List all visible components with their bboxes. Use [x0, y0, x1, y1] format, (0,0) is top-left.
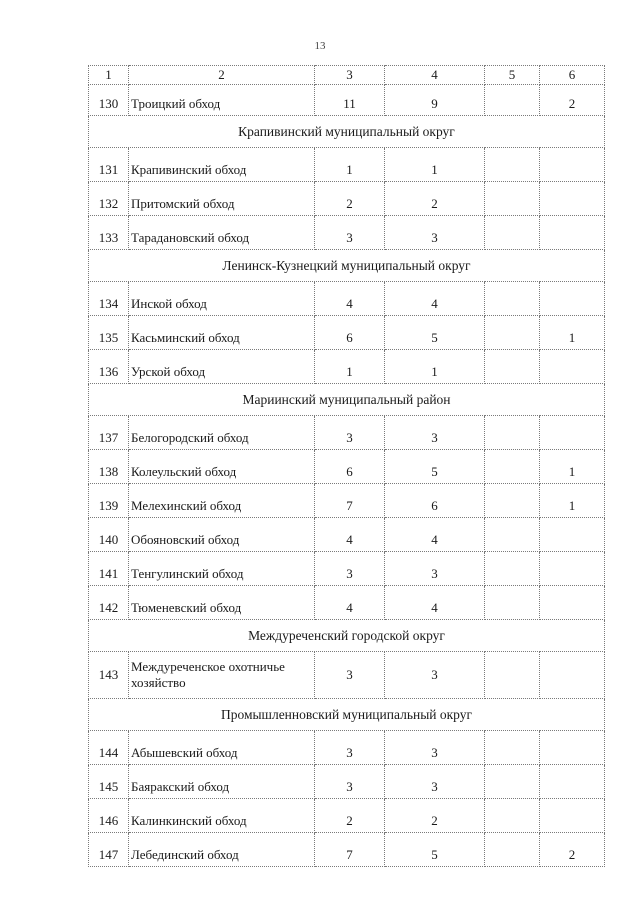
column-6-value [540, 182, 605, 216]
column-4-value: 5 [385, 833, 485, 867]
column-4-value: 5 [385, 450, 485, 484]
column-6-value [540, 586, 605, 620]
column-5-value [485, 316, 540, 350]
hunting-area-name: Абышевский обход [129, 731, 315, 765]
column-5-value [485, 350, 540, 384]
column-number: 1 [89, 66, 129, 85]
column-4-value: 3 [385, 652, 485, 699]
hunting-area-name: Обояновский обход [129, 518, 315, 552]
column-6-value [540, 731, 605, 765]
hunting-area-name: Баяракский обход [129, 765, 315, 799]
hunting-area-name: Притомский обход [129, 182, 315, 216]
table-row [89, 85, 605, 116]
row-number: 144 [89, 731, 129, 765]
row-number: 136 [89, 350, 129, 384]
column-4-value: 9 [385, 85, 485, 116]
column-4-value: 3 [385, 416, 485, 450]
section-title: Промышленновский муниципальный округ [89, 699, 605, 731]
section-header-row [89, 250, 605, 282]
column-3-value: 3 [315, 731, 385, 765]
column-6-value [540, 216, 605, 250]
table-row [89, 586, 605, 620]
row-number: 142 [89, 586, 129, 620]
column-6-value [540, 148, 605, 182]
column-5-value [485, 282, 540, 316]
column-5-value [485, 833, 540, 867]
column-3-value: 2 [315, 799, 385, 833]
hunting-area-name: Белогородский обход [129, 416, 315, 450]
table-row [89, 833, 605, 867]
column-6-value [540, 416, 605, 450]
column-4-value: 3 [385, 552, 485, 586]
column-5-value [485, 416, 540, 450]
hunting-area-name: Крапивинский обход [129, 148, 315, 182]
column-number-row [89, 66, 605, 85]
column-6-value [540, 652, 605, 699]
column-4-value: 6 [385, 484, 485, 518]
hunting-area-name: Инской обход [129, 282, 315, 316]
row-number: 135 [89, 316, 129, 350]
column-number: 5 [485, 66, 540, 85]
row-number: 134 [89, 282, 129, 316]
section-header-row [89, 116, 605, 148]
column-6-value: 1 [540, 450, 605, 484]
column-6-value: 1 [540, 484, 605, 518]
column-6-value [540, 765, 605, 799]
row-number: 138 [89, 450, 129, 484]
column-5-value [485, 85, 540, 116]
hunting-area-name: Урской обход [129, 350, 315, 384]
column-3-value: 3 [315, 216, 385, 250]
column-3-value: 3 [315, 552, 385, 586]
table-row [89, 731, 605, 765]
section-title: Крапивинский муниципальный округ [89, 116, 605, 148]
section-title: Междуреченский городской округ [89, 620, 605, 652]
column-5-value [485, 731, 540, 765]
column-3-value: 2 [315, 182, 385, 216]
hunting-area-name: Междуреченское охотничье хозяйство [129, 652, 315, 699]
table-row [89, 182, 605, 216]
section-title: Ленинск-Кузнецкий муниципальный округ [89, 250, 605, 282]
table-row [89, 450, 605, 484]
column-4-value: 2 [385, 799, 485, 833]
section-title: Мариинский муниципальный район [89, 384, 605, 416]
table-row [89, 148, 605, 182]
hunting-area-name: Лебединский обход [129, 833, 315, 867]
column-3-value: 4 [315, 282, 385, 316]
table-row [89, 416, 605, 450]
hunting-area-name: Троицкий обход [129, 85, 315, 116]
column-3-value: 4 [315, 518, 385, 552]
table-row [89, 350, 605, 384]
row-number: 137 [89, 416, 129, 450]
column-5-value [485, 652, 540, 699]
column-5-value [485, 586, 540, 620]
column-5-value [485, 148, 540, 182]
register-table [88, 65, 605, 867]
column-3-value: 4 [315, 586, 385, 620]
row-number: 146 [89, 799, 129, 833]
column-number: 4 [385, 66, 485, 85]
row-number: 130 [89, 85, 129, 116]
hunting-area-name: Колеульский обход [129, 450, 315, 484]
hunting-area-name: Тарадановский обход [129, 216, 315, 250]
column-4-value: 3 [385, 765, 485, 799]
column-6-value [540, 552, 605, 586]
row-number: 140 [89, 518, 129, 552]
column-4-value: 5 [385, 316, 485, 350]
column-3-value: 6 [315, 450, 385, 484]
column-4-value: 2 [385, 182, 485, 216]
row-number: 145 [89, 765, 129, 799]
register-table-body [89, 66, 605, 867]
column-4-value: 4 [385, 586, 485, 620]
table-row [89, 765, 605, 799]
row-number: 133 [89, 216, 129, 250]
table-row [89, 282, 605, 316]
section-header-row [89, 699, 605, 731]
column-5-value [485, 552, 540, 586]
column-6-value [540, 518, 605, 552]
column-3-value: 3 [315, 416, 385, 450]
column-5-value [485, 182, 540, 216]
column-5-value [485, 799, 540, 833]
table-row [89, 316, 605, 350]
column-4-value: 4 [385, 518, 485, 552]
column-5-value [485, 518, 540, 552]
column-3-value: 1 [315, 148, 385, 182]
column-4-value: 4 [385, 282, 485, 316]
column-number: 6 [540, 66, 605, 85]
column-6-value [540, 799, 605, 833]
column-4-value: 3 [385, 731, 485, 765]
hunting-area-name: Тюменевский обход [129, 586, 315, 620]
column-3-value: 3 [315, 765, 385, 799]
table-row [89, 799, 605, 833]
column-6-value: 2 [540, 833, 605, 867]
section-header-row [89, 384, 605, 416]
column-number: 2 [129, 66, 315, 85]
column-3-value: 6 [315, 316, 385, 350]
table-row [89, 518, 605, 552]
row-number: 131 [89, 148, 129, 182]
column-6-value: 2 [540, 85, 605, 116]
column-5-value [485, 216, 540, 250]
row-number: 139 [89, 484, 129, 518]
row-number: 132 [89, 182, 129, 216]
column-6-value [540, 350, 605, 384]
hunting-area-name: Калинкинский обход [129, 799, 315, 833]
column-4-value: 1 [385, 148, 485, 182]
row-number: 143 [89, 652, 129, 699]
column-3-value: 7 [315, 833, 385, 867]
column-number: 3 [315, 66, 385, 85]
page-number: 13 [314, 40, 326, 52]
row-number: 141 [89, 552, 129, 586]
section-header-row [89, 620, 605, 652]
table-row [89, 216, 605, 250]
hunting-area-name: Касьминский обход [129, 316, 315, 350]
row-number: 147 [89, 833, 129, 867]
column-3-value: 11 [315, 85, 385, 116]
column-3-value: 1 [315, 350, 385, 384]
table-row [89, 484, 605, 518]
column-5-value [485, 765, 540, 799]
table-row [89, 552, 605, 586]
column-4-value: 1 [385, 350, 485, 384]
column-5-value [485, 484, 540, 518]
column-6-value: 1 [540, 316, 605, 350]
column-4-value: 3 [385, 216, 485, 250]
column-3-value: 3 [315, 652, 385, 699]
column-3-value: 7 [315, 484, 385, 518]
column-6-value [540, 282, 605, 316]
table-row [89, 652, 605, 699]
hunting-area-name: Тенгулинский обход [129, 552, 315, 586]
hunting-area-name: Мелехинский обход [129, 484, 315, 518]
column-5-value [485, 450, 540, 484]
